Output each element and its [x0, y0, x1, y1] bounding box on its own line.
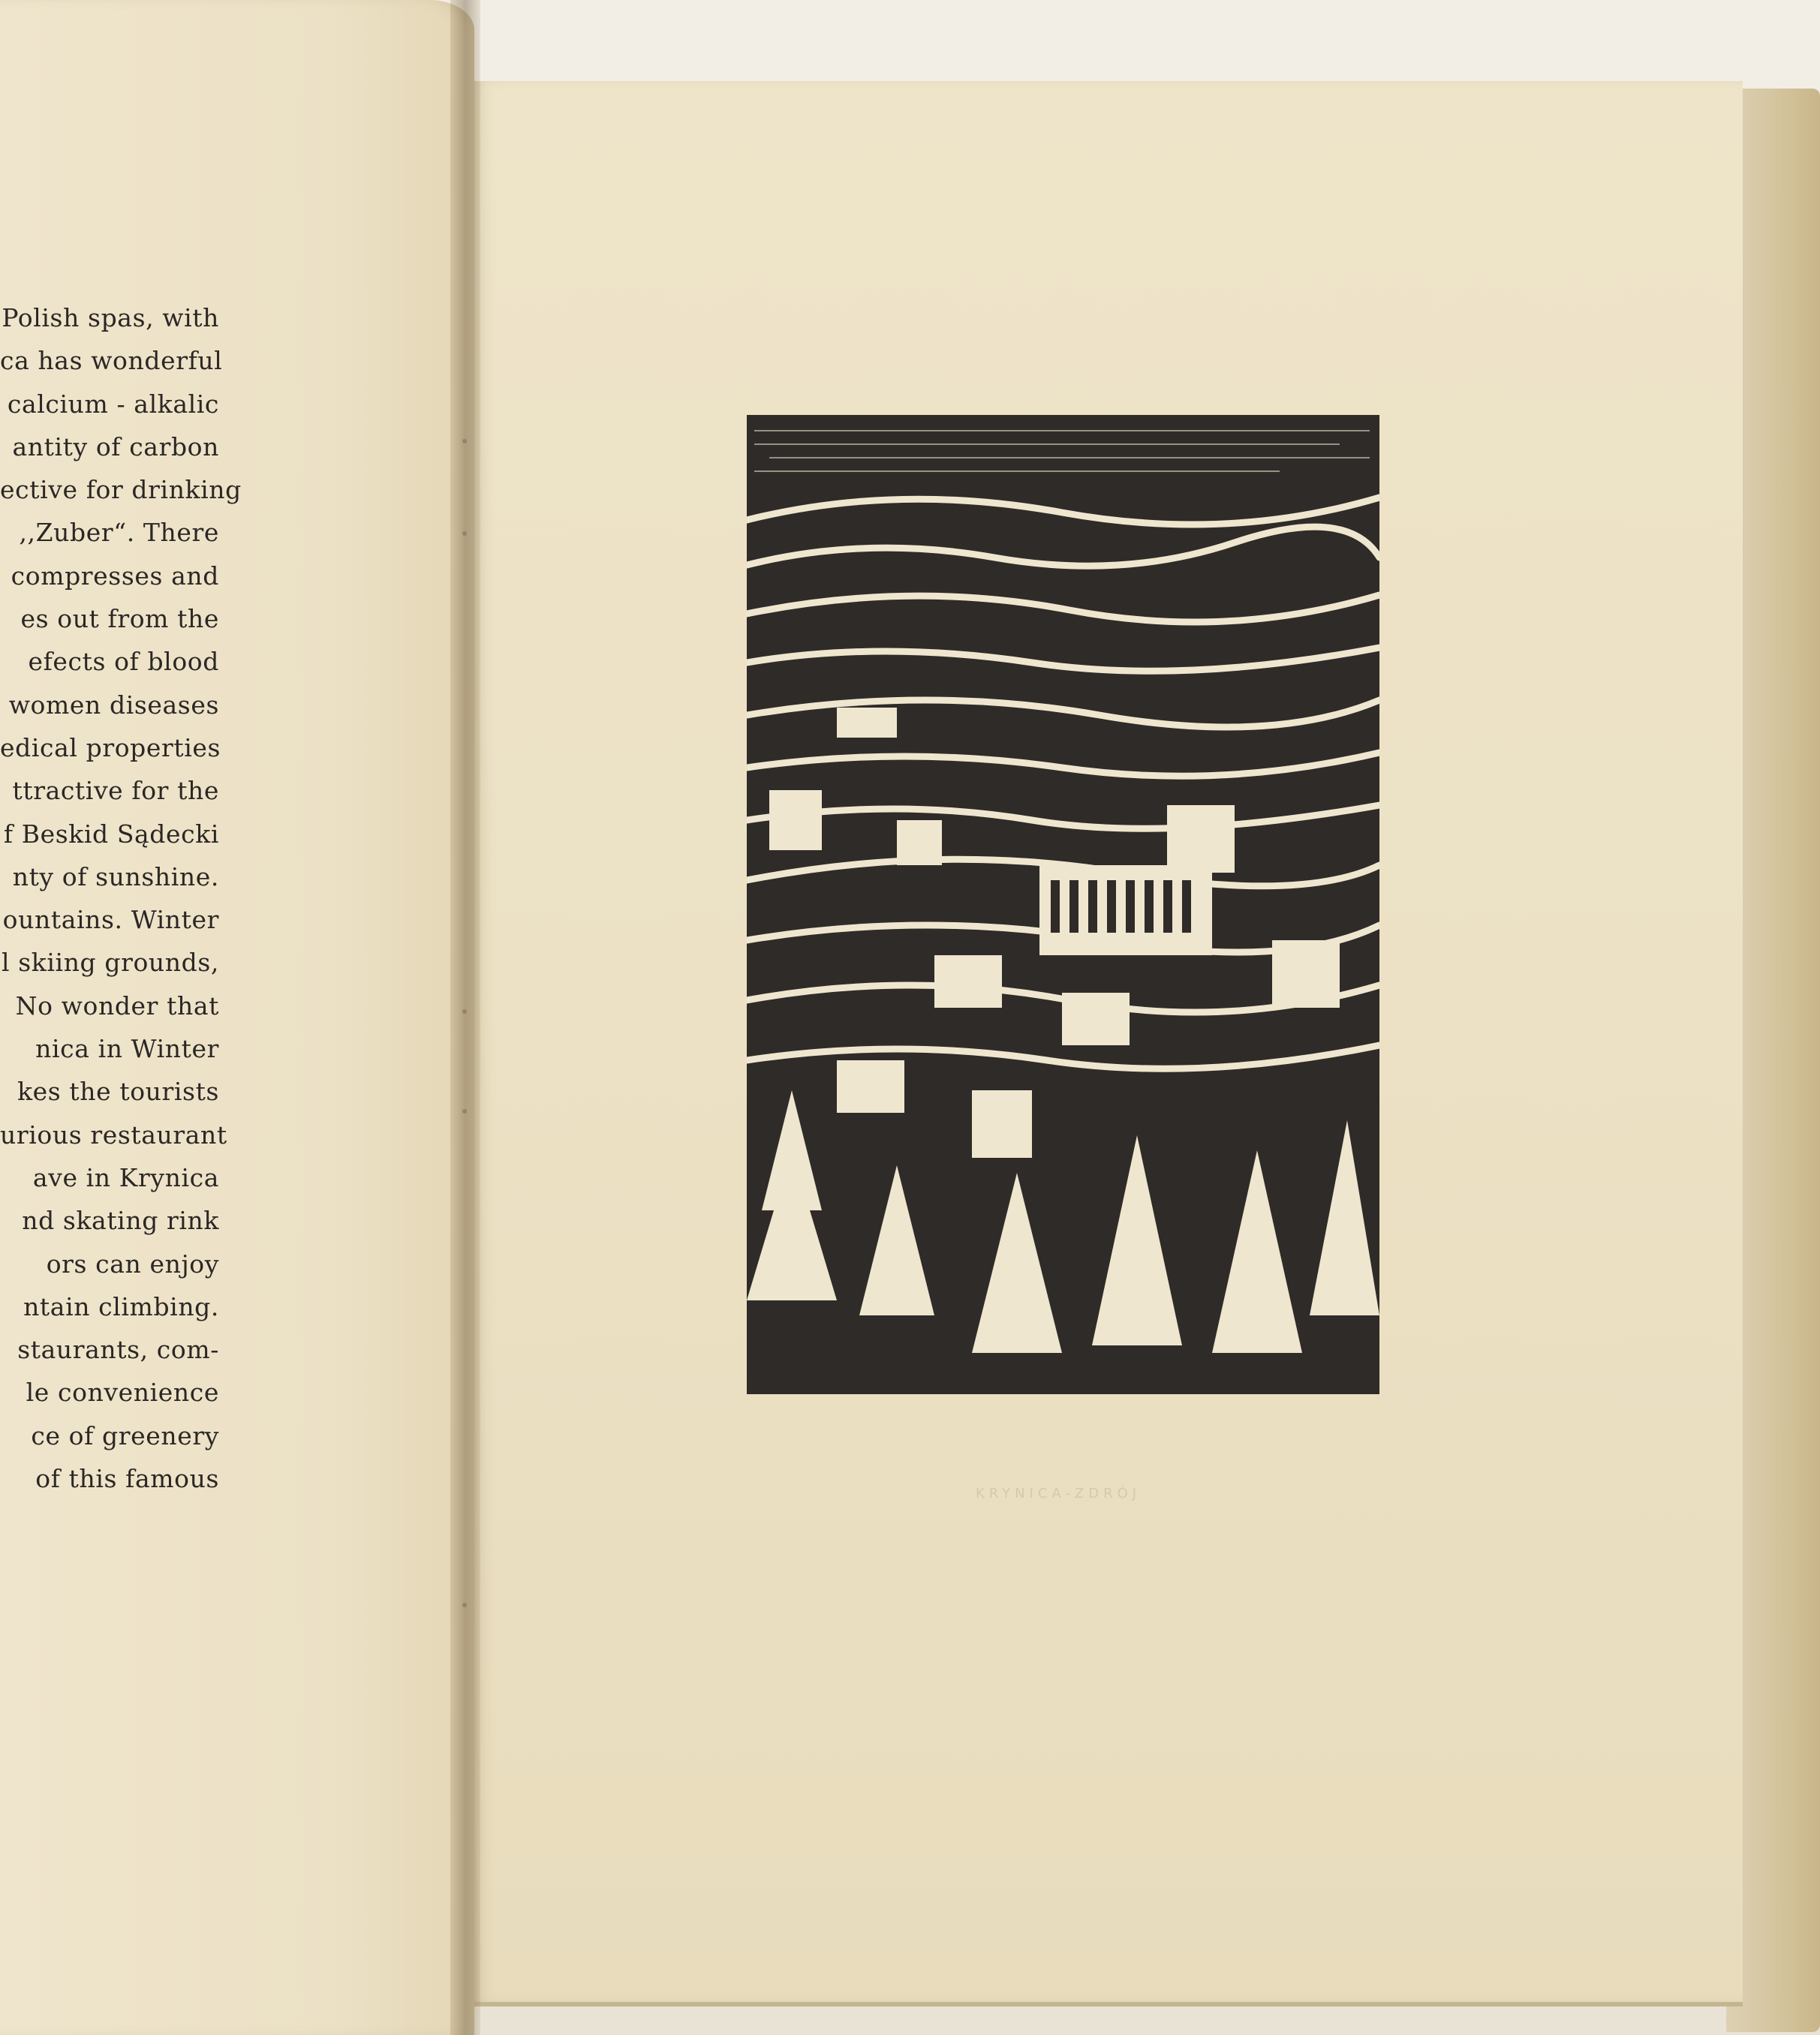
woodcut-illustration	[747, 415, 1379, 1394]
text-line: edical properties	[0, 732, 221, 762]
text-line: urious restaurant	[0, 1120, 227, 1150]
text-line: ttractive for the	[12, 776, 219, 806]
text-line: Polish spas, with	[2, 303, 219, 332]
text-line: f Beskid Sądecki	[3, 819, 219, 849]
text-line: compresses and	[11, 561, 219, 591]
left-page	[0, 0, 474, 2035]
text-line: antity of carbon	[12, 431, 219, 461]
text-line: ce of greenery	[31, 1420, 219, 1450]
text-line: No wonder that	[15, 990, 219, 1021]
text-line: ca has wonderful	[0, 346, 223, 376]
text-line: efects of blood	[28, 647, 219, 677]
text-line: le convenience	[26, 1378, 219, 1408]
text-line: ective for drinking	[0, 475, 242, 505]
text-line: of this famous	[35, 1464, 219, 1494]
left-page-text	[0, 296, 242, 1500]
woodcut-svg	[747, 415, 1379, 1394]
text-line: l skiing grounds,	[2, 948, 219, 978]
text-line: ,,Zuber“. There	[19, 518, 219, 548]
text-line: calcium - alkalic	[7, 389, 219, 419]
text-line: nica in Winter	[35, 1034, 219, 1064]
book-gutter	[450, 0, 480, 2035]
text-line: women diseases	[8, 690, 219, 720]
text-line: ountains. Winter	[2, 905, 219, 935]
text-line: ntain climbing.	[23, 1291, 219, 1321]
text-line: ors can enjoy	[46, 1249, 219, 1279]
ghost-caption: KRYNICA-ZDRÓJ	[976, 1486, 1142, 1501]
text-line: es out from the	[20, 604, 219, 634]
text-line: ave in Krynica	[32, 1162, 219, 1192]
text-line: kes the tourists	[17, 1077, 219, 1107]
text-line: staurants, com-	[17, 1335, 219, 1365]
text-line: nd skating rink	[22, 1206, 219, 1236]
text-line: nty of sunshine.	[12, 861, 219, 891]
